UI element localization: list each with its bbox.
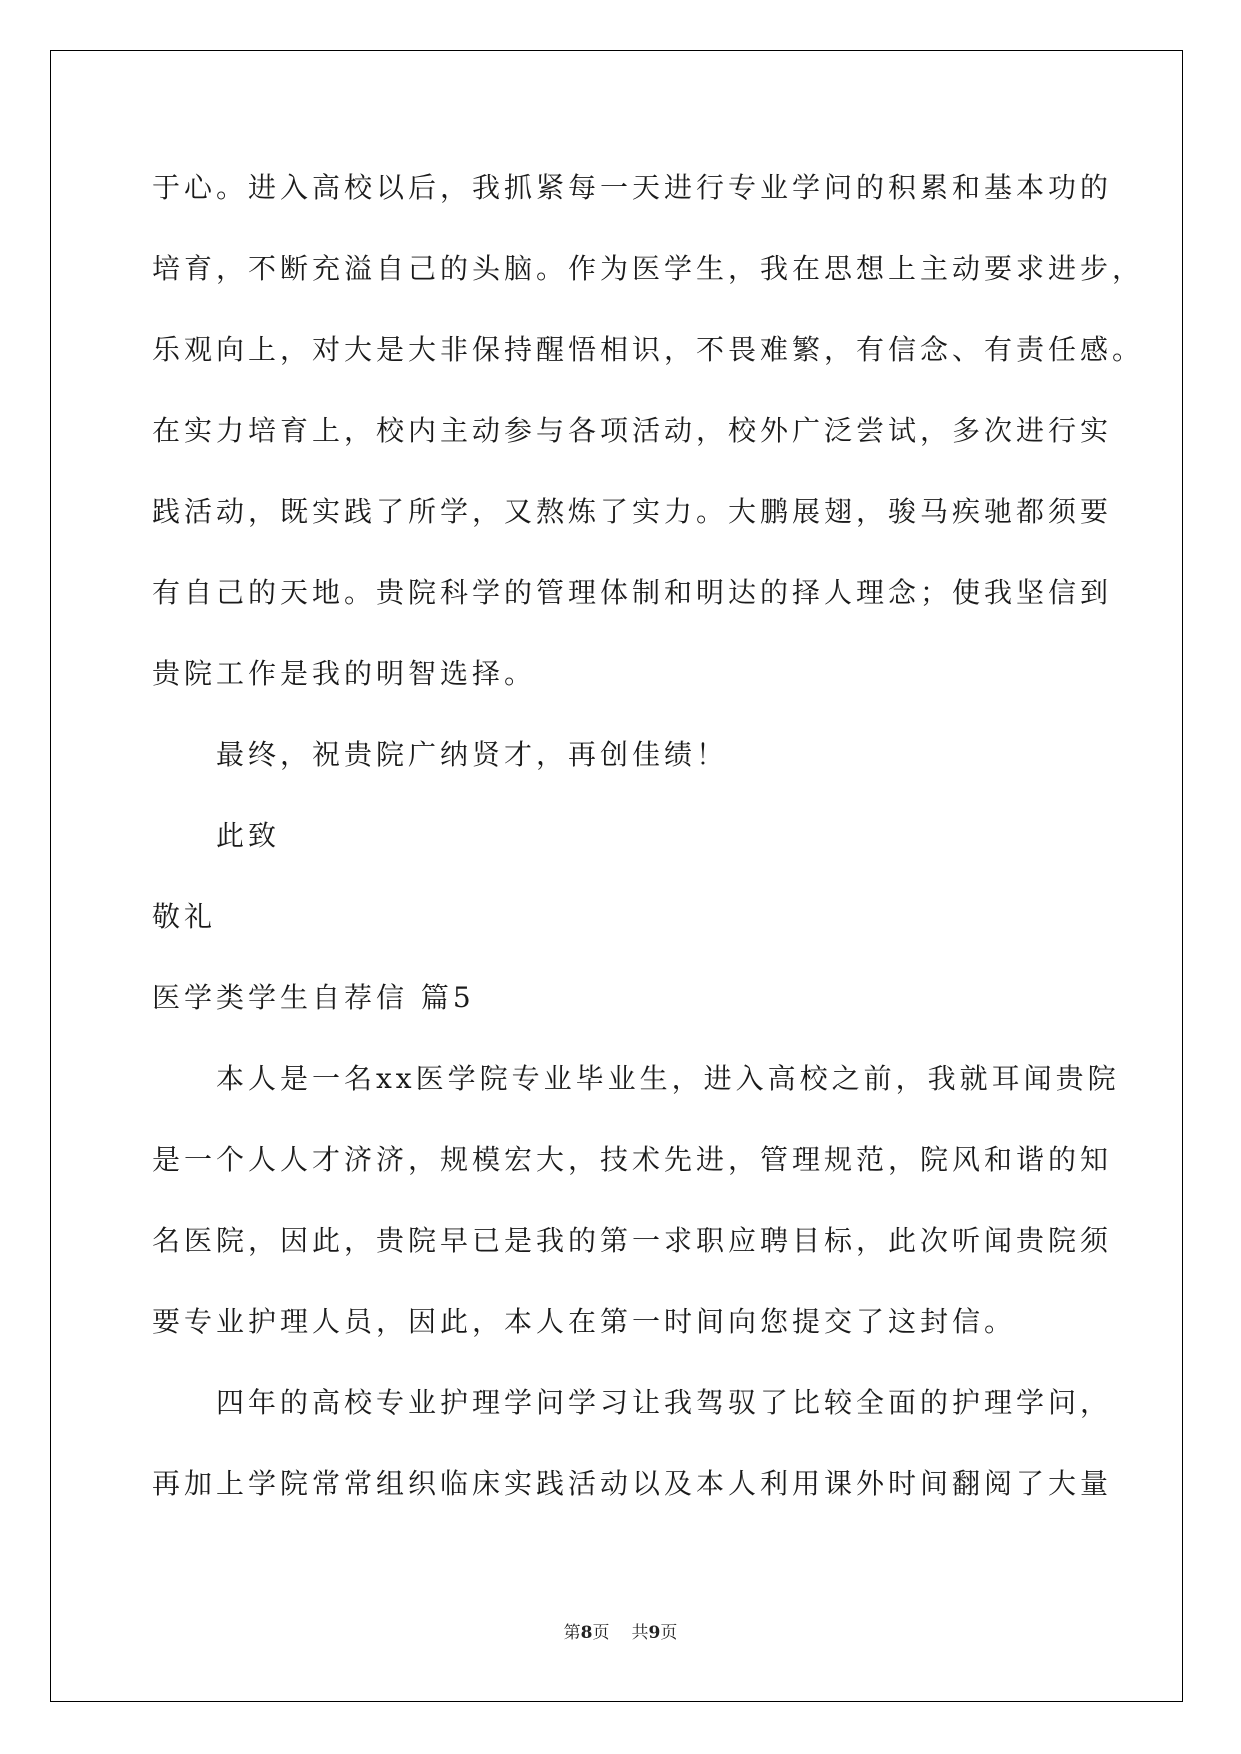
text-line: 贵院工作是我的明智选择。: [152, 657, 537, 690]
text-line: 有自己的天地。贵院科学的管理体制和明达的择人理念；使我坚信到: [152, 576, 1113, 609]
footer-total-prefix: 共: [631, 1623, 649, 1643]
text-line: 践活动，既实践了所学，又熬炼了实力。大鹏展翅，骏马疾驰都须要: [152, 495, 1113, 528]
text-line: 在实力培育上，校内主动参与各项活动，校外广泛尝试，多次进行实: [152, 414, 1113, 447]
text-line: 最终，祝贵院广纳贤才，再创佳绩！: [216, 738, 729, 771]
text-line: 培育，不断充溢自己的头脑。作为医学生，我在思想上主动要求进步，: [152, 252, 1145, 285]
text-line: 再加上学院常常组织临床实践活动以及本人利用课外时间翻阅了大量: [152, 1467, 1113, 1500]
document-body: [152, 160, 1145, 1537]
text-line: 是一个人人才济济，规模宏大，技术先进，管理规范，院风和谐的知: [152, 1143, 1113, 1176]
page-footer: [0, 1618, 1241, 1643]
footer-page-prefix: 第: [563, 1623, 581, 1643]
footer-total-suffix: 页: [660, 1623, 678, 1643]
text-line: 本人是一名xx医学院专业毕业生，进入高校之前，我就耳闻贵院: [216, 1062, 1120, 1095]
text-line: 乐观向上，对大是大非保持醒悟相识，不畏难繁，有信念、有责任感。: [152, 333, 1145, 366]
text-line: 敬礼: [152, 900, 217, 933]
text-line: 医学类学生自荐信 篇5: [152, 981, 475, 1014]
footer-page-total: 9: [648, 1623, 661, 1643]
text-line: 此致: [216, 819, 281, 852]
text-line: 于心。进入高校以后，我抓紧每一天进行专业学问的积累和基本功的: [152, 171, 1113, 204]
footer-page-current: 8: [580, 1623, 593, 1643]
footer-page-suffix: 页: [592, 1623, 610, 1643]
text-line: 要专业护理人员，因此，本人在第一时间向您提交了这封信。: [152, 1305, 1017, 1338]
text-line: 名医院，因此，贵院早已是我的第一求职应聘目标，此次听闻贵院须: [152, 1224, 1113, 1257]
text-line: 四年的高校专业护理学问学习让我驾驭了比较全面的护理学问，: [216, 1386, 1113, 1419]
